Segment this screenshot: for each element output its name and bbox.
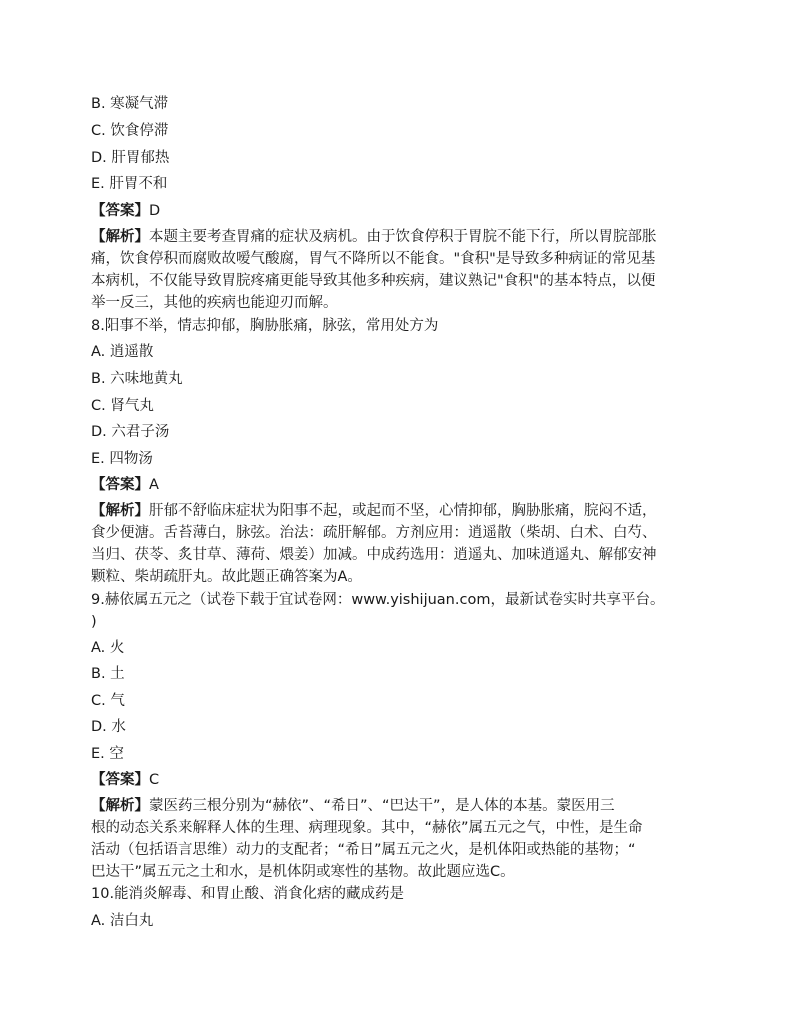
q8-option-e: E. 四物汤 (91, 451, 153, 467)
analysis-line: 食少便溏。舌苔薄白，脉弦。治法：疏肝解郁。方剂应用：逍遥散（柴胡、白术、白芍、 (91, 525, 657, 541)
analysis-line: 本病机，不仅能导致胃脘疼痛更能导致其他多种疾病，建议熟记"食积"的基本特点，以便 (91, 273, 656, 289)
q7-option-c: C. 饮食停滞 (91, 123, 169, 139)
analysis-tag: 【解析】 (91, 229, 149, 245)
q9-option-b: B. 土 (91, 666, 125, 682)
answer-value: D (149, 203, 161, 219)
analysis-line: 痛，饮食停积而腐败故嗳气酸腐，胃气不降所以不能食。"食积"是导致多种病证的常见基 (91, 251, 656, 267)
q10-option-a: A. 洁白丸 (91, 913, 154, 929)
q8-answer (91, 475, 721, 495)
answer-value: C (149, 772, 160, 788)
answer-tag: 【答案】 (91, 772, 149, 788)
q9-analysis (91, 795, 719, 883)
q7-option-e: E. 肝胃不和 (91, 176, 168, 192)
q8-analysis (91, 500, 719, 588)
q8-option-d: D. 六君子汤 (91, 424, 170, 440)
q9-question-line2: ) (91, 614, 97, 630)
q8-option-b: B. 六味地黄丸 (91, 371, 183, 387)
q7-analysis (91, 226, 719, 314)
analysis-line: 巴达干”属五元之土和水，是机体阴或寒性的基物。故此题应选C。 (91, 864, 515, 880)
q8-option-c: C. 肾气丸 (91, 398, 154, 414)
answer-tag: 【答案】 (91, 477, 149, 493)
analysis-line: 举一反三，其他的疾病也能迎刃而解。 (91, 295, 338, 311)
answer-value: A (149, 477, 159, 493)
analysis-line: 活动（包括语言思维）动力的支配者；“希日”属五元之火，是机体阳或热能的基物；“ (91, 842, 636, 858)
q8-option-a: A. 逍遥散 (91, 344, 154, 360)
q9-option-e: E. 空 (91, 746, 124, 762)
analysis-line: 当归、茯苓、炙甘草、薄荷、煨姜）加减。中成药选用：逍遥丸、加味逍遥丸、解郁安神 (91, 547, 657, 563)
q7-answer (91, 201, 721, 221)
q8-question: 8.阳事不举，情志抑郁，胸胁胀痛，脉弦，常用处方为 (91, 318, 439, 334)
q9-option-d: D. 水 (91, 719, 126, 735)
q10-question: 10.能消炎解毒、和胃止酸、消食化痞的藏成药是 (91, 886, 405, 902)
answer-tag: 【答案】 (91, 203, 149, 219)
q7-option-b: B. 寒凝气滞 (91, 96, 169, 112)
analysis-line: 【解析】肝郁不舒临床症状为阳事不起，或起而不坚，心情抑郁，胸胁胀痛，脘闷不适， (91, 503, 657, 519)
analysis-line: 【解析】蒙医药三根分别为“赫依”、“希日”、“巴达干”，是人体的本基。蒙医用三 (91, 798, 615, 814)
q7-option-d: D. 肝胃郁热 (91, 150, 170, 166)
q9-answer (91, 770, 721, 790)
analysis-tag: 【解析】 (91, 503, 149, 519)
q9-option-c: C. 气 (91, 693, 125, 709)
analysis-tag: 【解析】 (91, 798, 149, 814)
analysis-line: 【解析】本题主要考查胃痛的症状及病机。由于饮食停积于胃脘不能下行，所以胃脘部胀 (91, 229, 657, 245)
analysis-line: 颗粒、柴胡疏肝丸。故此题正确答案为A。 (91, 569, 362, 585)
q9-option-a: A. 火 (91, 640, 125, 656)
analysis-line: 根的动态关系来解释人体的生理、病理现象。其中，“赫依”属五元之气，中性，是生命 (91, 820, 643, 836)
q9-question-line1: 9.赫依属五元之（试卷下载于宜试卷网：www.yishijuan.com，最新试卷实时共享平台。 (91, 592, 665, 608)
